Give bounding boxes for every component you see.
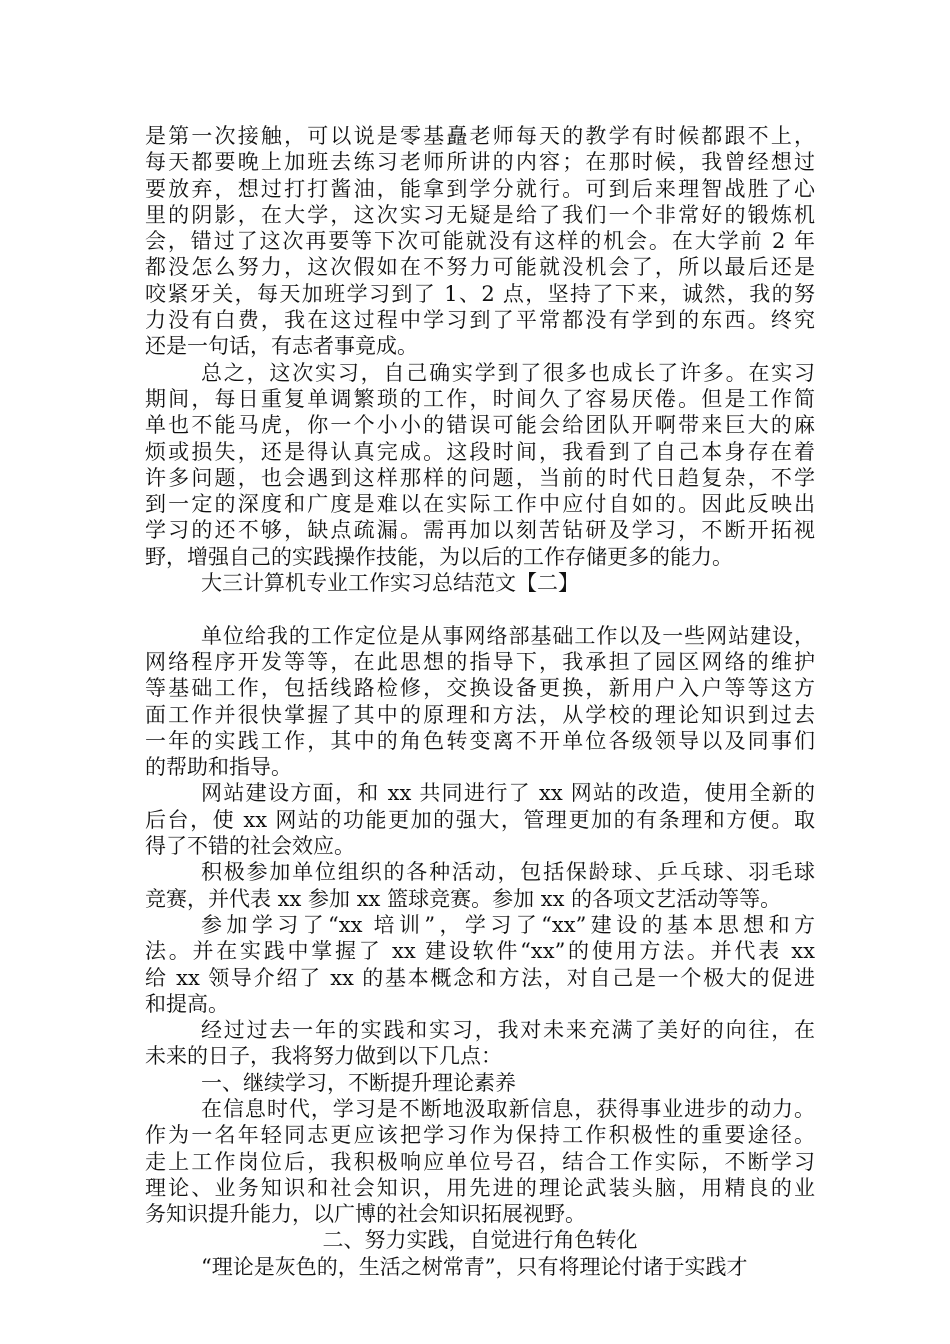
paragraph-line: 未来的日子，我将努力做到以下几点： — [145, 1044, 502, 1069]
paragraph-line: 单位给我的工作定位是从事网络部基础工作以及一些网站建设， — [201, 623, 815, 648]
paragraph-line: 给 xx 领导介绍了 xx 的基本概念和方法，对自己是一个极大的促进 — [145, 965, 815, 990]
paragraph-line: 学习的还不够，缺点疏漏。需再加以刻苦钻研及学习，不断开拓视 — [145, 518, 815, 543]
paragraph-line: 会，错过了这次再要等下次可能就没有这样的机会。在大学前 2 年 — [145, 229, 815, 254]
document-page — [145, 123, 815, 1280]
paragraph-line: 单也不能马虎，你一个小小的错误可能会给团队开啊带来巨大的麻 — [145, 413, 815, 438]
paragraph-line: 得了不错的社会效应。 — [145, 834, 355, 859]
paragraph-line: 面工作并很快掌握了其中的原理和方法，从学校的理论知识到过去 — [145, 702, 815, 727]
paragraph-line: 烦或损失，还是得认真完成。这段时间，我看到了自己本身存在着 — [145, 439, 815, 464]
paragraph-line: 都没怎么努力，这次假如在不努力可能就没机会了，所以最后还是 — [145, 255, 815, 280]
paragraph-line: 的帮助和指导。 — [145, 755, 292, 780]
paragraph-line: 力没有白费，我在这过程中学习到了平常都没有学到的东西。终究 — [145, 308, 815, 333]
paragraph-line: 网络程序开发等等，在此思想的指导下，我承担了园区网络的维护 — [145, 649, 815, 674]
paragraph-line: 里的阴影，在大学，这次实习无疑是给了我们一个非常好的锻炼机 — [145, 202, 815, 227]
paragraph-line: 期间，每日重复单调繁琐的工作，时间久了容易厌倦。但是工作简 — [145, 386, 815, 411]
subheading: 一、继续学习，不断提升理论素养 — [201, 1070, 516, 1095]
paragraph-line: 后台，使 xx 网站的功能更加的强大，管理更加的有条理和方便。取 — [145, 807, 815, 832]
section-heading: 大三计算机专业工作实习总结范文【二】 — [201, 571, 579, 596]
paragraph-line: 要放弃，想过打打酱油，能拿到学分就行。可到后来理智战胜了心 — [145, 176, 815, 201]
paragraph-line: 还是一句话，有志者事竟成。 — [145, 334, 418, 359]
paragraph-line: 到一定的深度和广度是难以在实际工作中应付自如的。因此反映出 — [145, 492, 815, 517]
paragraph-line: 作为一名年轻同志更应该把学习作为保持工作积极性的重要途径。 — [145, 1123, 815, 1148]
paragraph-line: 积极参加单位组织的各种活动，包括保龄球、乒乓球、羽毛球 — [201, 860, 815, 885]
paragraph-line: 理论、业务知识和社会知识，用先进的理论武装头脑，用精良的业 — [145, 1175, 815, 1200]
paragraph-line: 等基础工作，包括线路检修，交换设备更换，新用户入户等等这方 — [145, 676, 815, 701]
paragraph-line: 经过过去一年的实践和实习，我对未来充满了美好的向往，在 — [201, 1018, 815, 1043]
paragraph-line: 一年的实践工作，其中的角色转变离不开单位各级领导以及同事们 — [145, 728, 815, 753]
paragraph-line: 务知识提升能力，以广博的社会知识拓展视野。 — [145, 1202, 586, 1227]
paragraph-line: 网站建设方面，和 xx 共同进行了 xx 网站的改造，使用全新的 — [201, 781, 815, 806]
paragraph-line: 竞赛，并代表 xx 参加 xx 篮球竞赛。参加 xx 的各项文艺活动等等。 — [145, 886, 782, 911]
paragraph-line: 法。并在实践中掌握了 xx 建设软件“xx”的使用方法。并代表 xx — [145, 939, 815, 964]
paragraph-line: 咬紧牙关，每天加班学习到了 1、2 点，坚持了下来，诚然，我的努 — [145, 281, 815, 306]
paragraph-line: 在信息时代，学习是不断地汲取新信息，获得事业进步的动力。 — [201, 1096, 815, 1121]
paragraph-line: 是第一次接触，可以说是零基矗老师每天的教学有时候都跟不上， — [145, 124, 815, 148]
paragraph-line: 走上工作岗位后，我积极响应单位号召，结合工作实际，不断学习 — [145, 1149, 815, 1174]
paragraph-line: 许多问题，也会遇到这样那样的问题，当前的时代日趋复杂，不学 — [145, 465, 815, 490]
paragraph-line: “理论是灰色的，生活之树常青”，只有将理论付诸于实践才 — [201, 1254, 748, 1279]
paragraph-line: 总之，这次实习，自己确实学到了很多也成长了许多。在实习 — [201, 360, 815, 385]
paragraph-line: 和提高。 — [145, 991, 229, 1016]
subheading: 二、努力实践，自觉进行角色转化 — [322, 1228, 638, 1253]
paragraph-line: 参加学习了“xx 培训”，学习了“xx”建设的基本思想和方 — [201, 912, 815, 937]
paragraph-line: 每天都要晚上加班去练习老师所讲的内容；在那时候，我曾经想过 — [145, 150, 815, 175]
blank-line — [145, 596, 815, 622]
paragraph-line: 野，增强自己的实践操作技能，为以后的工作存储更多的能力。 — [145, 544, 733, 569]
